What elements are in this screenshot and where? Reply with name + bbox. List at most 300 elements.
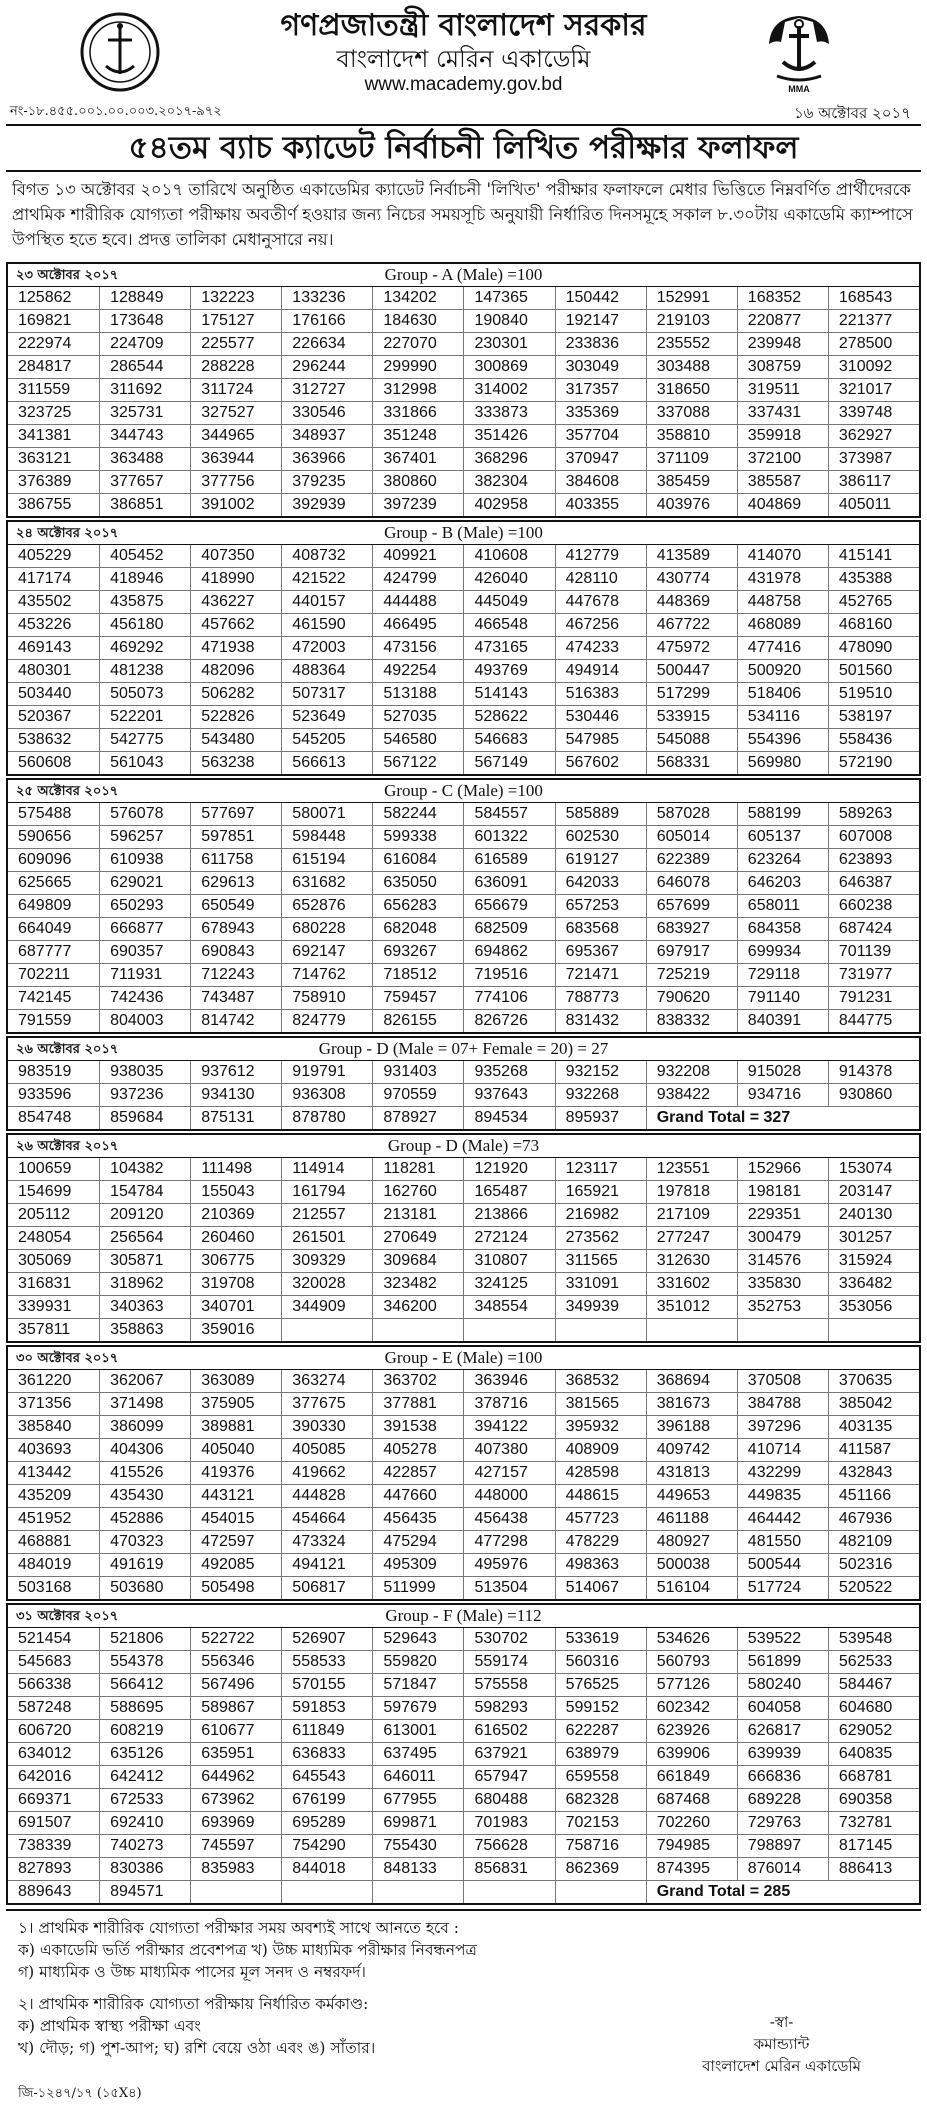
roll-number-cell: 830386 xyxy=(99,1858,190,1880)
roll-number-cell: 368296 xyxy=(463,448,554,470)
roll-number-cell: 471938 xyxy=(190,637,281,659)
roll-number-cell: 758910 xyxy=(281,987,372,1009)
roll-number-cell: 370635 xyxy=(828,1370,919,1392)
roll-number-cell: 481238 xyxy=(99,660,190,682)
roll-number-cell: 562533 xyxy=(828,1651,919,1673)
roll-number-cell: 405278 xyxy=(372,1439,463,1461)
roll-number-cell: 575558 xyxy=(463,1674,554,1696)
notes-section xyxy=(6,1909,921,2109)
roll-number-cell: 432843 xyxy=(828,1462,919,1484)
roll-number-cell: 701983 xyxy=(463,1812,554,1834)
roll-number-cell: 983519 xyxy=(18,1063,72,1080)
roll-number-cell: 495976 xyxy=(463,1554,554,1576)
roll-number-cell: 411587 xyxy=(828,1439,919,1461)
table-row xyxy=(8,1318,919,1341)
table-row xyxy=(8,567,919,590)
roll-number-cell: 546580 xyxy=(372,729,463,751)
roll-number-cell: 370508 xyxy=(737,1370,828,1392)
roll-number-cell: 210369 xyxy=(190,1204,281,1226)
roll-number-cell: 468160 xyxy=(828,614,919,636)
roll-number-cell: 683927 xyxy=(646,918,737,940)
roll-number-cell: 695289 xyxy=(281,1812,372,1834)
roll-number-cell: 147365 xyxy=(463,287,554,309)
roll-number-cell: 932152 xyxy=(555,1061,646,1083)
roll-number-cell: 657253 xyxy=(555,895,646,917)
roll-number-cell: 513188 xyxy=(372,683,463,705)
table-row xyxy=(8,1788,919,1811)
roll-number-cell: 642412 xyxy=(99,1766,190,1788)
roll-number-cell: 610677 xyxy=(190,1720,281,1742)
table-row xyxy=(8,590,919,613)
roll-number-cell: 835983 xyxy=(190,1858,281,1880)
roll-number-cell: 456435 xyxy=(372,1508,463,1530)
roll-number-cell: 415526 xyxy=(99,1462,190,1484)
table-row xyxy=(8,613,919,636)
roll-number-cell: 381565 xyxy=(555,1393,646,1415)
roll-number-cell: 162760 xyxy=(372,1181,463,1203)
roll-number-cell: 474233 xyxy=(555,637,646,659)
roll-number-cell: 657699 xyxy=(646,895,737,917)
roll-number-cell: 774106 xyxy=(463,987,554,1009)
roll-number-cell: 610938 xyxy=(99,849,190,871)
roll-number-cell: 301257 xyxy=(828,1227,919,1249)
roll-number-cell: 616589 xyxy=(463,849,554,871)
roll-number-cell: 331091 xyxy=(555,1273,646,1295)
roll-number-cell: 227070 xyxy=(372,333,463,355)
roll-number-cell: 878927 xyxy=(372,1107,463,1129)
roll-number-cell: 567602 xyxy=(555,752,646,774)
table-row xyxy=(8,1696,919,1719)
roll-number-cell: 493769 xyxy=(463,660,554,682)
roll-number-cell: 702211 xyxy=(18,966,71,983)
roll-number-cell: 123551 xyxy=(646,1158,737,1180)
roll-number-cell: 566613 xyxy=(281,752,372,774)
roll-number-cell: 390330 xyxy=(281,1416,372,1438)
roll-number-cell: 875131 xyxy=(190,1107,281,1129)
table-row xyxy=(8,493,919,516)
roll-number-cell: 240130 xyxy=(828,1204,919,1226)
roll-number-cell: 588199 xyxy=(737,803,828,825)
note-2: ২। প্রাথমিক শারীরিক যোগ্যতা পরীক্ষায় নির্ধারিত কর্মকাণ্ড: xyxy=(18,1995,369,2013)
signatory-office: বাংলাদেশ মেরিন একাডেমি xyxy=(702,2057,861,2075)
roll-number-cell: 615194 xyxy=(281,849,372,871)
roll-number-cell: 838332 xyxy=(646,1010,737,1032)
roll-number-cell: 859684 xyxy=(99,1107,190,1129)
roll-number-cell: 824779 xyxy=(281,1010,372,1032)
roll-number-cell: 742436 xyxy=(99,987,190,1009)
footer-reference: জি-১২৪৭/১৭ (১৫X৪) xyxy=(18,2086,142,2101)
roll-number-cell: 453226 xyxy=(18,616,72,633)
roll-number-cell: 359918 xyxy=(737,425,828,447)
roll-number-cell: 464442 xyxy=(737,1508,828,1530)
roll-number-cell: 403355 xyxy=(555,494,646,516)
group-header xyxy=(8,1038,919,1061)
roll-number-cell: 248054 xyxy=(18,1229,72,1246)
roll-number-cell: 650549 xyxy=(190,895,281,917)
roll-number-cell: 314002 xyxy=(463,379,554,401)
roll-number-cell: 712243 xyxy=(190,964,281,986)
roll-number-cell: 545088 xyxy=(646,729,737,751)
roll-number-cell: 190840 xyxy=(463,310,554,332)
roll-number-cell: 359016 xyxy=(190,1319,281,1341)
roll-number-cell: 461188 xyxy=(646,1508,737,1530)
roll-number-cell: 272124 xyxy=(463,1227,554,1249)
roll-number-cell: 611758 xyxy=(190,849,281,871)
group-title: Group - F (Male) =112 xyxy=(385,1606,542,1625)
roll-number-cell: 609096 xyxy=(18,851,72,868)
roll-number-cell: 396188 xyxy=(646,1416,737,1438)
roll-number-cell: 755430 xyxy=(372,1835,463,1857)
roll-number-cell: 361220 xyxy=(18,1372,72,1389)
crest-emblem-icon xyxy=(78,10,162,94)
group-header xyxy=(8,1605,919,1628)
reference-number: নং-১৮.৪৫৫.০০১.০০.০০৩.২০১৭-৯৭২ xyxy=(10,104,222,119)
roll-number-cell: 395932 xyxy=(555,1416,646,1438)
roll-number-cell: 173648 xyxy=(99,310,190,332)
roll-number-cell: 362927 xyxy=(828,425,919,447)
roll-number-cell: 687424 xyxy=(828,918,919,940)
roll-number-cell: 165487 xyxy=(463,1181,554,1203)
table-row xyxy=(8,1507,919,1530)
roll-number-cell: 309329 xyxy=(281,1250,372,1272)
roll-number-cell: 635126 xyxy=(99,1743,190,1765)
roll-number-cell: 571847 xyxy=(372,1674,463,1696)
roll-number-cell: 363702 xyxy=(372,1370,463,1392)
roll-number-cell: 407350 xyxy=(190,545,281,567)
roll-number-cell: 616084 xyxy=(372,849,463,871)
roll-number-cell: 435502 xyxy=(18,593,72,610)
roll-number-cell: 566412 xyxy=(99,1674,190,1696)
roll-number-cell: 699934 xyxy=(737,941,828,963)
roll-number-cell: 692147 xyxy=(281,941,372,963)
roll-number-cell: 472003 xyxy=(281,637,372,659)
roll-number-cell: 588695 xyxy=(99,1697,190,1719)
roll-number-cell: 844018 xyxy=(281,1858,372,1880)
roll-number-cell: 475972 xyxy=(646,637,737,659)
roll-number-cell: 379235 xyxy=(281,471,372,493)
roll-number-cell: 315924 xyxy=(828,1250,919,1272)
roll-number-cell: 623926 xyxy=(646,1720,737,1742)
group-header xyxy=(8,780,919,803)
roll-number-cell: 538632 xyxy=(18,731,72,748)
roll-number-cell: 333873 xyxy=(463,402,554,424)
roll-number-cell: 714762 xyxy=(281,964,372,986)
roll-number-cell: 646387 xyxy=(828,872,919,894)
roll-number-cell: 738339 xyxy=(18,1837,72,1854)
roll-number-cell: 125862 xyxy=(18,289,72,306)
roll-number-cell: 300869 xyxy=(463,356,554,378)
roll-number-cell: 937236 xyxy=(99,1084,190,1106)
roll-number-cell: 636833 xyxy=(281,1743,372,1765)
table-row xyxy=(8,1295,919,1318)
roll-number-cell: 319511 xyxy=(737,379,828,401)
roll-number-cell: 168543 xyxy=(828,287,919,309)
roll-number-cell: 598293 xyxy=(463,1697,554,1719)
table-row xyxy=(8,1106,919,1129)
roll-number-cell: 377675 xyxy=(281,1393,372,1415)
table-row xyxy=(8,1742,919,1765)
roll-number-cell: 288228 xyxy=(190,356,281,378)
roll-number-cell: 669371 xyxy=(18,1791,72,1808)
roll-number-cell: 448369 xyxy=(646,591,737,613)
roll-number-cell: 970559 xyxy=(372,1084,463,1106)
roll-number-cell: 314576 xyxy=(737,1250,828,1272)
roll-number-cell: 431978 xyxy=(737,568,828,590)
grand-total: Grand Total = 327 xyxy=(646,1107,919,1129)
roll-number-cell: 862369 xyxy=(555,1858,646,1880)
signature: -স্বা- xyxy=(769,2013,794,2031)
roll-number-cell: 373987 xyxy=(828,448,919,470)
roll-number-cell: 325731 xyxy=(99,402,190,424)
roll-number-cell: 386755 xyxy=(18,496,72,513)
roll-number-cell: 161794 xyxy=(281,1181,372,1203)
roll-number-cell: 121920 xyxy=(463,1158,554,1180)
group-date: ২৫ অক্টোবর ২০১৭ xyxy=(16,784,119,799)
roll-number-cell: 435430 xyxy=(99,1485,190,1507)
result-group xyxy=(6,1603,921,1905)
roll-number-cell: 646203 xyxy=(737,872,828,894)
roll-number-cell: 192147 xyxy=(555,310,646,332)
roll-number-cell: 790620 xyxy=(646,987,737,1009)
roll-number-cell: 447678 xyxy=(555,591,646,613)
empty-cell xyxy=(646,1319,737,1341)
roll-number-cell: 682048 xyxy=(372,918,463,940)
roll-number-cell: 461590 xyxy=(281,614,372,636)
roll-number-cell: 430774 xyxy=(646,568,737,590)
roll-number-cell: 284817 xyxy=(18,358,72,375)
table-row xyxy=(8,659,919,682)
roll-number-cell: 155043 xyxy=(190,1181,281,1203)
roll-number-cell: 817145 xyxy=(828,1835,919,1857)
roll-number-cell: 546683 xyxy=(463,729,554,751)
group-header xyxy=(8,1135,919,1158)
roll-number-cell: 385840 xyxy=(18,1418,72,1435)
roll-number-cell: 225577 xyxy=(190,333,281,355)
roll-number-cell: 636091 xyxy=(463,872,554,894)
roll-number-cell: 316831 xyxy=(18,1275,72,1292)
roll-number-cell: 650293 xyxy=(99,895,190,917)
table-row xyxy=(8,871,919,894)
roll-number-cell: 545683 xyxy=(18,1653,72,1670)
roll-number-cell: 682509 xyxy=(463,918,554,940)
roll-number-cell: 791231 xyxy=(828,987,919,1009)
roll-number-cell: 480301 xyxy=(18,662,72,679)
roll-number-cell: 344743 xyxy=(99,425,190,447)
empty-cell xyxy=(737,1319,828,1341)
roll-number-cell: 405085 xyxy=(281,1439,372,1461)
signature-block xyxy=(702,2011,861,2077)
roll-number-cell: 339931 xyxy=(18,1298,72,1315)
roll-number-cell: 384788 xyxy=(737,1393,828,1415)
group-date: ২৬ অক্টোবর ২০১৭ xyxy=(16,1139,119,1154)
roll-number-cell: 488364 xyxy=(281,660,372,682)
roll-number-cell: 209120 xyxy=(99,1204,190,1226)
roll-number-cell: 915028 xyxy=(737,1061,828,1083)
roll-number-cell: 418990 xyxy=(190,568,281,590)
roll-number-cell: 533619 xyxy=(555,1628,646,1650)
roll-number-cell: 570155 xyxy=(281,1674,372,1696)
roll-number-cell: 558533 xyxy=(281,1651,372,1673)
roll-number-cell: 576525 xyxy=(555,1674,646,1696)
roll-number-cell: 417174 xyxy=(18,570,72,587)
roll-number-cell: 590656 xyxy=(18,828,72,845)
roll-number-cell: 402958 xyxy=(463,494,554,516)
roll-number-cell: 637495 xyxy=(372,1743,463,1765)
roll-number-cell: 576078 xyxy=(99,803,190,825)
roll-number-cell: 306775 xyxy=(190,1250,281,1272)
roll-number-cell: 718512 xyxy=(372,964,463,986)
roll-number-cell: 659558 xyxy=(555,1766,646,1788)
roll-number-cell: 935268 xyxy=(463,1061,554,1083)
group-header xyxy=(8,1347,919,1370)
roll-number-cell: 134202 xyxy=(372,287,463,309)
roll-number-cell: 514067 xyxy=(555,1577,646,1599)
roll-number-cell: 539548 xyxy=(828,1628,919,1650)
roll-number-cell: 644962 xyxy=(190,1766,281,1788)
roll-number-cell: 826155 xyxy=(372,1010,463,1032)
roll-number-cell: 407380 xyxy=(463,1439,554,1461)
roll-number-cell: 153074 xyxy=(828,1158,919,1180)
roll-number-cell: 311692 xyxy=(99,379,190,401)
roll-number-cell: 533915 xyxy=(646,706,737,728)
roll-number-cell: 311724 xyxy=(190,379,281,401)
roll-number-cell: 308759 xyxy=(737,356,828,378)
table-row xyxy=(8,636,919,659)
roll-number-cell: 656679 xyxy=(463,895,554,917)
roll-number-cell: 480927 xyxy=(646,1531,737,1553)
roll-number-cell: 278500 xyxy=(828,333,919,355)
roll-number-cell: 128849 xyxy=(99,287,190,309)
roll-number-cell: 687468 xyxy=(646,1789,737,1811)
roll-number-cell: 854748 xyxy=(18,1109,72,1126)
roll-number-cell: 682328 xyxy=(555,1789,646,1811)
roll-number-cell: 154784 xyxy=(99,1181,190,1203)
roll-number-cell: 745597 xyxy=(190,1835,281,1857)
roll-number-cell: 585889 xyxy=(555,803,646,825)
roll-number-cell: 521806 xyxy=(99,1628,190,1650)
roll-number-cell: 597679 xyxy=(372,1697,463,1719)
roll-number-cell: 481550 xyxy=(737,1531,828,1553)
roll-number-cell: 413589 xyxy=(646,545,737,567)
group-title: Group - D (Male = 07+ Female = 20) = 27 xyxy=(318,1039,609,1058)
table-row xyxy=(8,705,919,728)
roll-number-cell: 587028 xyxy=(646,803,737,825)
roll-number-cell: 414070 xyxy=(737,545,828,567)
roll-number-cell: 404306 xyxy=(99,1439,190,1461)
roll-number-cell: 759457 xyxy=(372,987,463,1009)
roll-number-cell: 467722 xyxy=(646,614,737,636)
roll-number-cell: 687777 xyxy=(18,943,72,960)
table-row xyxy=(8,1272,919,1295)
roll-number-cell: 559174 xyxy=(463,1651,554,1673)
roll-number-cell: 100659 xyxy=(18,1160,72,1177)
roll-number-cell: 358810 xyxy=(646,425,737,447)
page-title: ৫৪তম ব্যাচ ক্যাডেট নির্বাচনী লিখিত পরীক্ষার ফলাফল xyxy=(6,124,921,172)
roll-number-cell: 520522 xyxy=(828,1577,919,1599)
roll-number-cell: 348554 xyxy=(463,1296,554,1318)
roll-number-cell: 527035 xyxy=(372,706,463,728)
roll-number-cell: 421522 xyxy=(281,568,372,590)
roll-number-cell: 466548 xyxy=(463,614,554,636)
roll-number-cell: 467936 xyxy=(828,1508,919,1530)
roll-number-cell: 310092 xyxy=(828,356,919,378)
note-2a: ক) প্রাথমিক স্বাস্থ্য পরীক্ষা এবং xyxy=(18,2017,201,2035)
roll-number-cell: 362067 xyxy=(99,1370,190,1392)
roll-number-cell: 539522 xyxy=(737,1628,828,1650)
result-group xyxy=(6,778,921,1034)
roll-number-cell: 566338 xyxy=(18,1676,72,1693)
roll-number-cell: 690357 xyxy=(99,941,190,963)
roll-number-cell: 311565 xyxy=(555,1250,646,1272)
roll-number-cell: 560793 xyxy=(646,1651,737,1673)
roll-number-cell: 804003 xyxy=(99,1010,190,1032)
roll-number-cell: 560608 xyxy=(18,754,72,771)
roll-number-cell: 664049 xyxy=(18,920,72,937)
roll-number-cell: 456180 xyxy=(99,614,190,636)
group-title: Group - C (Male) =100 xyxy=(384,781,543,800)
table-row xyxy=(8,1650,919,1673)
roll-number-cell: 516383 xyxy=(555,683,646,705)
roll-number-cell: 582244 xyxy=(372,803,463,825)
roll-number-cell: 165921 xyxy=(555,1181,646,1203)
roll-number-cell: 699871 xyxy=(372,1812,463,1834)
roll-number-cell: 299990 xyxy=(372,356,463,378)
roll-number-cell: 216982 xyxy=(555,1204,646,1226)
roll-number-cell: 413442 xyxy=(18,1464,72,1481)
roll-number-cell: 184630 xyxy=(372,310,463,332)
roll-number-cell: 353056 xyxy=(828,1296,919,1318)
roll-number-cell: 661849 xyxy=(646,1766,737,1788)
roll-number-cell: 788773 xyxy=(555,987,646,1009)
roll-number-cell: 560316 xyxy=(555,1651,646,1673)
roll-number-cell: 309684 xyxy=(372,1250,463,1272)
roll-number-cell: 554396 xyxy=(737,729,828,751)
roll-number-cell: 932208 xyxy=(646,1061,737,1083)
roll-number-cell: 616502 xyxy=(463,1720,554,1742)
roll-number-cell: 598448 xyxy=(281,826,372,848)
roll-number-cell: 409742 xyxy=(646,1439,737,1461)
roll-number-cell: 520367 xyxy=(18,708,72,725)
roll-number-cell: 111498 xyxy=(190,1158,281,1180)
roll-table xyxy=(8,545,919,774)
roll-number-cell: 605137 xyxy=(737,826,828,848)
roll-number-cell: 435388 xyxy=(828,568,919,590)
roll-number-cell: 691507 xyxy=(18,1814,72,1831)
roll-number-cell: 561043 xyxy=(99,752,190,774)
table-row xyxy=(8,447,919,470)
roll-table xyxy=(8,1158,919,1341)
table-row xyxy=(8,1811,919,1834)
table-row xyxy=(8,1576,919,1599)
roll-number-cell: 318650 xyxy=(646,379,737,401)
roll-number-cell: 584467 xyxy=(828,1674,919,1696)
roll-number-cell: 457723 xyxy=(555,1508,646,1530)
roll-number-cell: 447660 xyxy=(372,1485,463,1507)
roll-number-cell: 213866 xyxy=(463,1204,554,1226)
roll-number-cell: 176166 xyxy=(281,310,372,332)
roll-number-cell: 697917 xyxy=(646,941,737,963)
roll-number-cell: 229351 xyxy=(737,1204,828,1226)
roll-number-cell: 629613 xyxy=(190,872,281,894)
group-title: Group - E (Male) =100 xyxy=(384,1348,543,1367)
roll-number-cell: 507317 xyxy=(281,683,372,705)
roll-number-cell: 468089 xyxy=(737,614,828,636)
roll-number-cell: 303488 xyxy=(646,356,737,378)
roll-number-cell: 339748 xyxy=(828,402,919,424)
roll-table xyxy=(8,1628,919,1903)
roll-number-cell: 380860 xyxy=(372,471,463,493)
roll-number-cell: 432299 xyxy=(737,1462,828,1484)
